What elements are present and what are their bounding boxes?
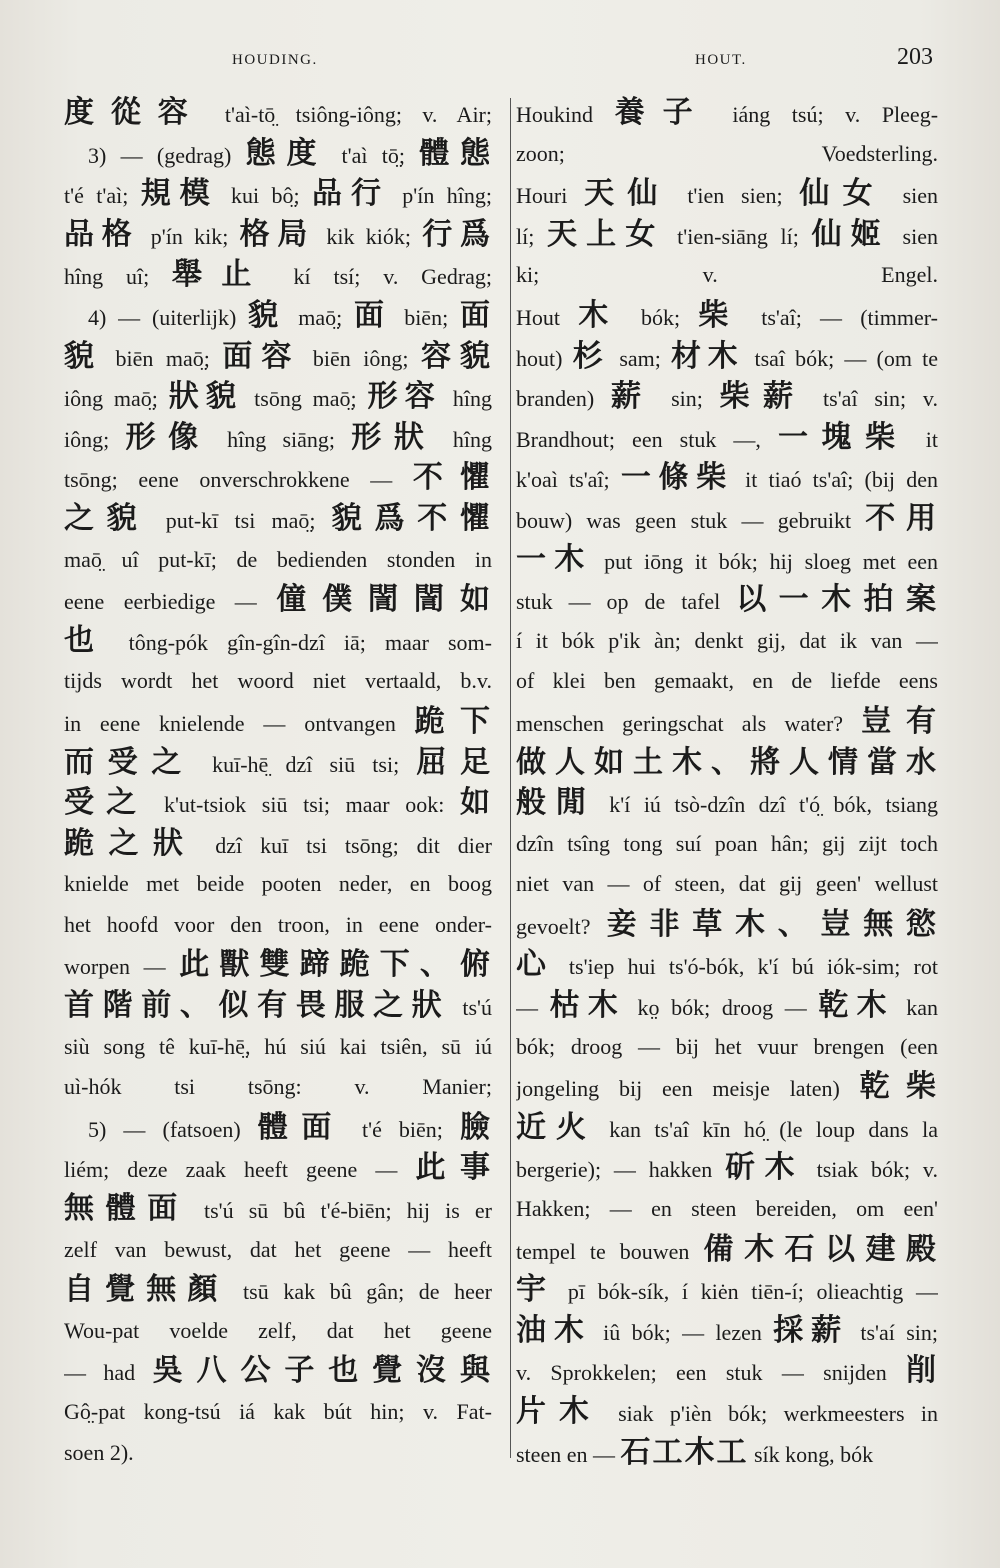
text-line: bergerie); — hakken 斫木 tsiak bók; v. [516, 1150, 938, 1186]
text-line: 品格 p'ín kik; 格局 kik kiók; 行爲 [64, 216, 492, 252]
text-line: tijds wordt het woord niet vertaald, b.v. [64, 668, 492, 694]
text-line: stuk — op de tafel 以一木拍案 [516, 582, 938, 618]
text-line: hîng uî; 舉止 kí tsí; v. Gedrag; [64, 257, 492, 293]
text-line: 也 tông-pók gîn-gîn-dzî iā; maar som- [64, 622, 492, 658]
text-line: lí; 天上女 t'ien-siāng lí; 仙姬 sien [516, 216, 938, 252]
text-line: bók; droog — bij het vuur brengen (een [516, 1033, 938, 1059]
text-line: dzîn tsîng tong suí poan hân; gij zijt toch [516, 830, 938, 856]
text-line: — 枯木 ko̤ bók; droog — 乾木 kan [516, 988, 938, 1024]
text-line: maō̤ uî put-kī; de bedienden stonden in [64, 546, 492, 572]
text-line: uì-hók tsi tsōng: v. Manier; [64, 1074, 492, 1100]
running-header [0, 44, 1000, 84]
text-line: iông maō̤; 狀貌 tsōng maō̤; 形容 hîng [64, 379, 492, 415]
text-line: iông; 形像 hîng siāng; 形狀 hîng [64, 419, 492, 455]
text-line: 近火 kan ts'aî kīn hó̤ (le loup dans la [516, 1109, 938, 1145]
left-column [64, 93, 492, 1473]
right-header-title: HOUT. [695, 52, 747, 68]
text-line: jongeling bij een meisje laten) 乾柴 [516, 1069, 938, 1105]
text-line: het hoofd voor den troon, in eene onder- [64, 911, 492, 937]
text-line: bouw) was geen stuk — gebruikt 不用 [516, 500, 938, 536]
text-line: 心 ts'iep hui ts'ó-bók, k'í bú iók-sim; rot [516, 947, 938, 983]
text-line: t'é t'aì; 規模 kui bô̤; 品行 p'ín hîng; [64, 176, 492, 212]
text-line: 受之 k'ut-tsiok siū tsi; maar ook: 如 [64, 785, 492, 821]
text-line: worpen — 此獸雙蹄跪下、俯 [64, 947, 492, 983]
text-line: Hout 木 bók; 柴 ts'aî; — (timmer- [516, 297, 938, 333]
text-line: niet van — of steen, dat gij geen' wellust [516, 871, 938, 897]
text-line: zelf van bewust, dat het geene — heeft [64, 1236, 492, 1262]
text-line: í it bók p'ik àn; denkt gij, dat ik van — [516, 627, 938, 653]
text-line: Houri 天仙 t'ien sien; 仙女 sien [516, 176, 938, 212]
text-line: 首階前、似有畏服之狀 ts'ú [64, 988, 492, 1024]
text-line: k'oaì ts'aî; 一條柴 it tiaó ts'aî; (bij den [516, 460, 938, 496]
text-line: ki; v. Engel. [516, 262, 938, 288]
text-line: Brandhout; een stuk —, 一塊柴 it [516, 419, 938, 455]
text-line: hout) 杉 sam; 材木 tsaî bók; — (om te [516, 338, 938, 374]
text-line: 貌 biēn maō̤; 面容 biēn iông; 容貌 [64, 338, 492, 374]
text-line: soen 2). [64, 1439, 134, 1465]
text-line: 片木 siak p'ièn bók; werkmeesters in [516, 1394, 938, 1429]
text-line: eene eerbiedige — 僮僕誾誾如 [64, 582, 492, 618]
text-line: 做人如土木、將人情當水 [516, 744, 938, 780]
text-line: Houkind 養子 iáng tsú; v. Pleeg- [516, 95, 938, 130]
text-line: v. Sprokkelen; een stuk — snijden 削 [516, 1353, 938, 1389]
text-line: 之貌 put-kī tsi maō̤; 貌爲不懼 [64, 500, 492, 536]
text-line: of klei ben gemaakt, en de liefde eens [516, 668, 938, 694]
text-line: 一木 put iōng it bók; hij sloeg met een [516, 541, 938, 577]
text-line: Wou-pat voelde zelf, dat het geene [64, 1317, 492, 1343]
left-header-title: HOUDING. [232, 52, 318, 68]
text-line: menschen geringschat als water? 豈有 [516, 703, 938, 739]
text-line: 而受之 kuī-hē̤ dzî siū tsi; 屈足 [64, 744, 492, 780]
text-line: gevoelt? 妾非草木、豈無慾 [516, 906, 938, 942]
text-line: in eene knielende — ontvangen 跪下 [64, 703, 492, 739]
page-number: 203 [897, 44, 933, 70]
text-line: siù song tê kuī-hē̤, hú siú kai tsiên, sū iú [64, 1033, 492, 1059]
text-line: liém; deze zaak heeft geene — 此事 [64, 1150, 492, 1186]
text-line: tsōng; eene onverschrokkene — 不懼 [64, 460, 492, 496]
text-line: 度從容 t'aì-tō̤ tsiông-iông; v. Air; [64, 95, 492, 130]
text-line: 般閒 k'í iú tsò-dzîn dzî t'ó̤ bók, tsiang [516, 785, 938, 821]
text-line: branden) 薪 sin; 柴薪 ts'aî sin; v. [516, 379, 938, 415]
text-line: knielde met beide pooten neder, en boog [64, 871, 492, 897]
column-divider [510, 98, 511, 1458]
text-line: 油木 iû bók; — lezen 採薪 ts'aí sin; [516, 1312, 938, 1348]
text-line: steen en — 石工木工 sík kong, bók [516, 1434, 874, 1470]
text-line: 3) — (gedrag) 態度 t'aì tō̤; 體態 [88, 135, 492, 171]
text-line: 5) — (fatsoen) 體面 t'é biēn; 臉 [88, 1109, 492, 1145]
text-line: tempel te bouwen 備木石以建殿 [516, 1231, 938, 1267]
text-line: zoon; Voedsterling. [516, 140, 938, 166]
text-line: Gô̤-pat kong-tsú iá kak bút hin; v. Fat- [64, 1399, 492, 1424]
text-line: 無體面 ts'ú sū bû t'é-biēn; hij is er [64, 1191, 492, 1227]
text-line: — had 吳八公子也覺沒與 [64, 1353, 492, 1389]
text-line: 自覺無顏 tsū kak bû gân; de heer [64, 1272, 492, 1308]
text-line: Hakken; — en steen bereiden, om een' [516, 1196, 938, 1222]
text-line: 宇 pī bók-sík, í kiėn tiēn-í; olieachtig — [516, 1272, 938, 1308]
text-line: 4) — (uiterlijk) 貌 maō̤; 面 biēn; 面 [88, 297, 492, 333]
right-column [516, 93, 938, 1473]
text-line: 跪之狀 dzî kuī tsi tsōng; dit dier [64, 825, 492, 861]
